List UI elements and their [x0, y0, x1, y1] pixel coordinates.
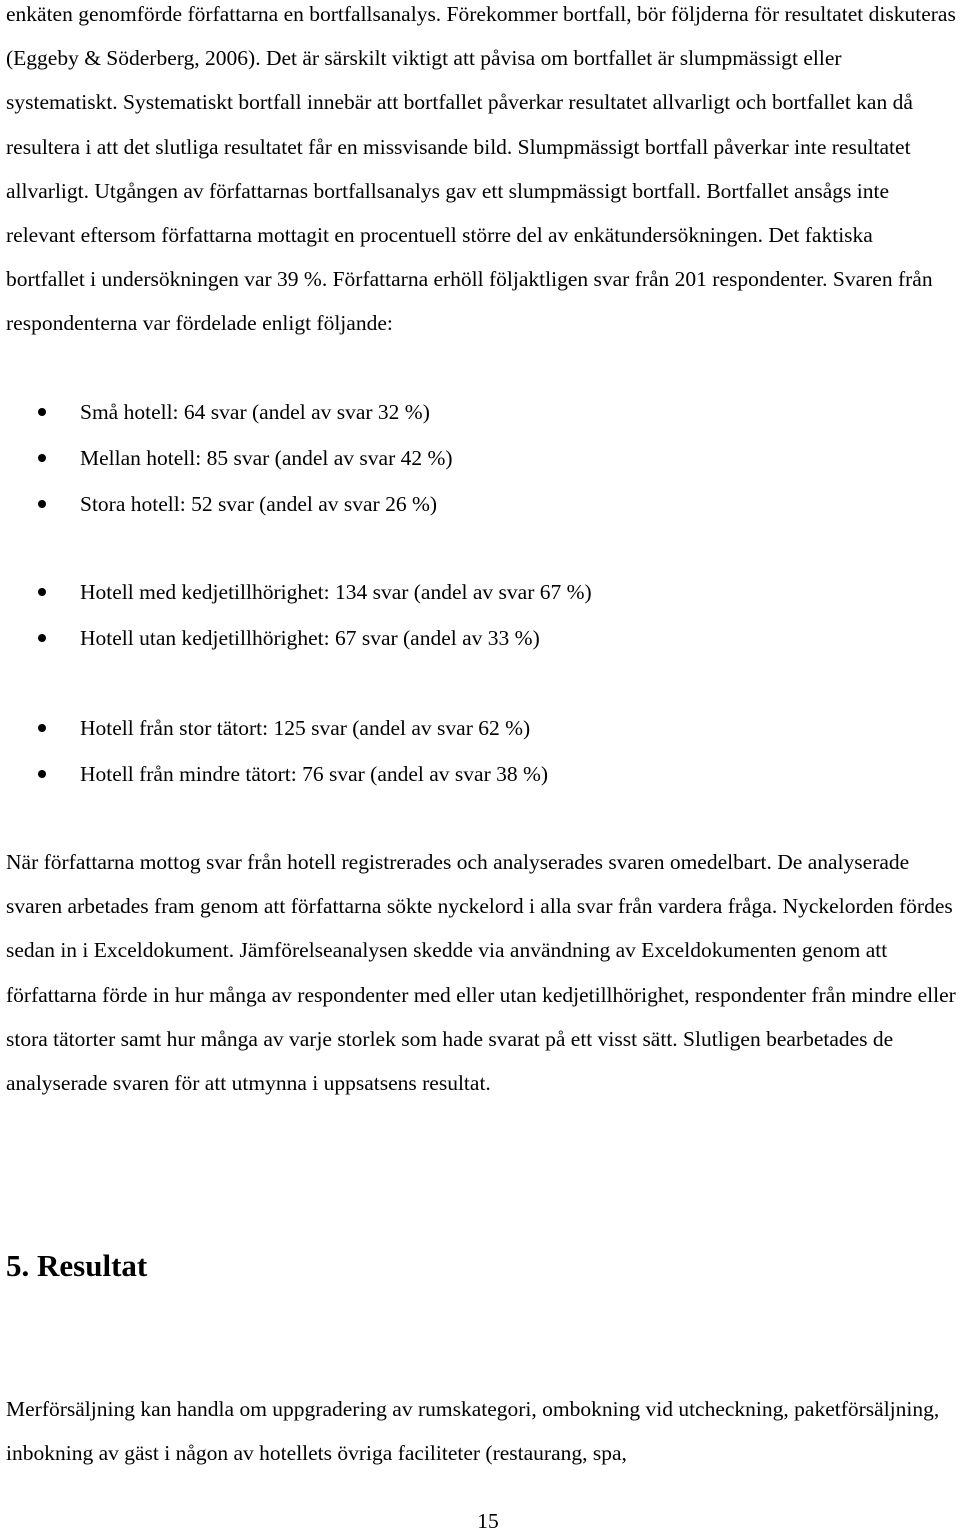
bullet-icon	[38, 724, 46, 732]
bullet-list-hotel-size	[0, 389, 453, 527]
list-item-text: Små hotell: 64 svar (andel av svar 32 %)	[80, 400, 430, 424]
list-item	[0, 705, 548, 751]
list-item	[0, 481, 453, 527]
body-paragraph-analysis: När författarna mottog svar från hotell registrerades och analyserades svaren omedelbart. De analyserade svaren arbetades fram genom att författarna sökte nyckelord i alla svar från vardera fråga. Nyckelorden fördes sedan in i Exceldokument. Jämförelseanalysen skedde via användning av Exceldokumenten genom att författarna förde in hur många av respondenter med eller utan kedjetillhörighet, respondenter från mindre eller stora tätorter samt hur många av varje storlek som hade svarat på ett visst sätt. Slutligen bearbetades de analyserade svaren för att utmynna i uppsatsens resultat.	[6, 850, 956, 1096]
list-item-text: Hotell från stor tätort: 125 svar (andel av svar 62 %)	[80, 716, 531, 740]
list-item	[0, 615, 592, 661]
list-item-text: Stora hotell: 52 svar (andel av svar 26 %)	[80, 492, 438, 516]
list-item	[0, 435, 453, 481]
list-item-text: Hotell från mindre tätort: 76 svar (andel av svar 38 %)	[80, 762, 549, 786]
bullet-icon	[38, 588, 46, 596]
list-item	[0, 751, 548, 797]
bullet-icon	[38, 634, 46, 642]
bullet-list-location	[0, 705, 548, 797]
body-paragraph-results: Merförsäljning kan handla om uppgradering av rumskategori, ombokning vid utcheckning, paketförsäljning, inbokning av gäst i någon av hotellets övriga faciliteter (restaurang, spa,	[6, 1397, 940, 1466]
list-item	[0, 569, 592, 615]
bullet-icon	[38, 454, 46, 462]
list-item-text: Hotell utan kedjetillhörighet: 67 svar (andel av 33 %)	[80, 626, 540, 650]
bullet-icon	[38, 500, 46, 508]
list-item-text: Hotell med kedjetillhörighet: 134 svar (andel av svar 67 %)	[80, 580, 592, 604]
bullet-icon	[38, 408, 46, 416]
list-item	[0, 389, 453, 435]
list-item-text: Mellan hotell: 85 svar (andel av svar 42 %)	[80, 446, 453, 470]
bullet-icon	[38, 770, 46, 778]
section-heading: 5. Resultat	[6, 1248, 148, 1283]
bullet-list-chain-affiliation	[0, 569, 592, 661]
body-paragraph-method: enkäten genomförde författarna en bortfallsanalys. Förekommer bortfall, bör följderna för resultatet diskuteras (Eggeby & Söderberg, 2006). Det är särskilt viktigt att påvisa om bortfallet är slumpmässigt eller systematiskt. Systematiskt bortfall innebär att bortfallet påverkar resultatet allvarligt och bortfallet kan då resultera i att det slutliga resultatet får en missvisande bild. Slumpmässigt bortfall påverkar inte resultatet allvarligt. Utgången av författarnas bortfallsanalys gav ett slumpmässigt bortfall. Bortfallet ansågs inte relevant eftersom författarna mottagit en procentuell större del av enkätundersökningen. Det faktiska bortfallet i undersökningen var 39 %. Författarna erhöll följaktligen svar från 201 respondenter. Svaren från respondenterna var fördelade enligt följande:	[6, 2, 956, 336]
page-number: 15	[477, 1509, 499, 1533]
